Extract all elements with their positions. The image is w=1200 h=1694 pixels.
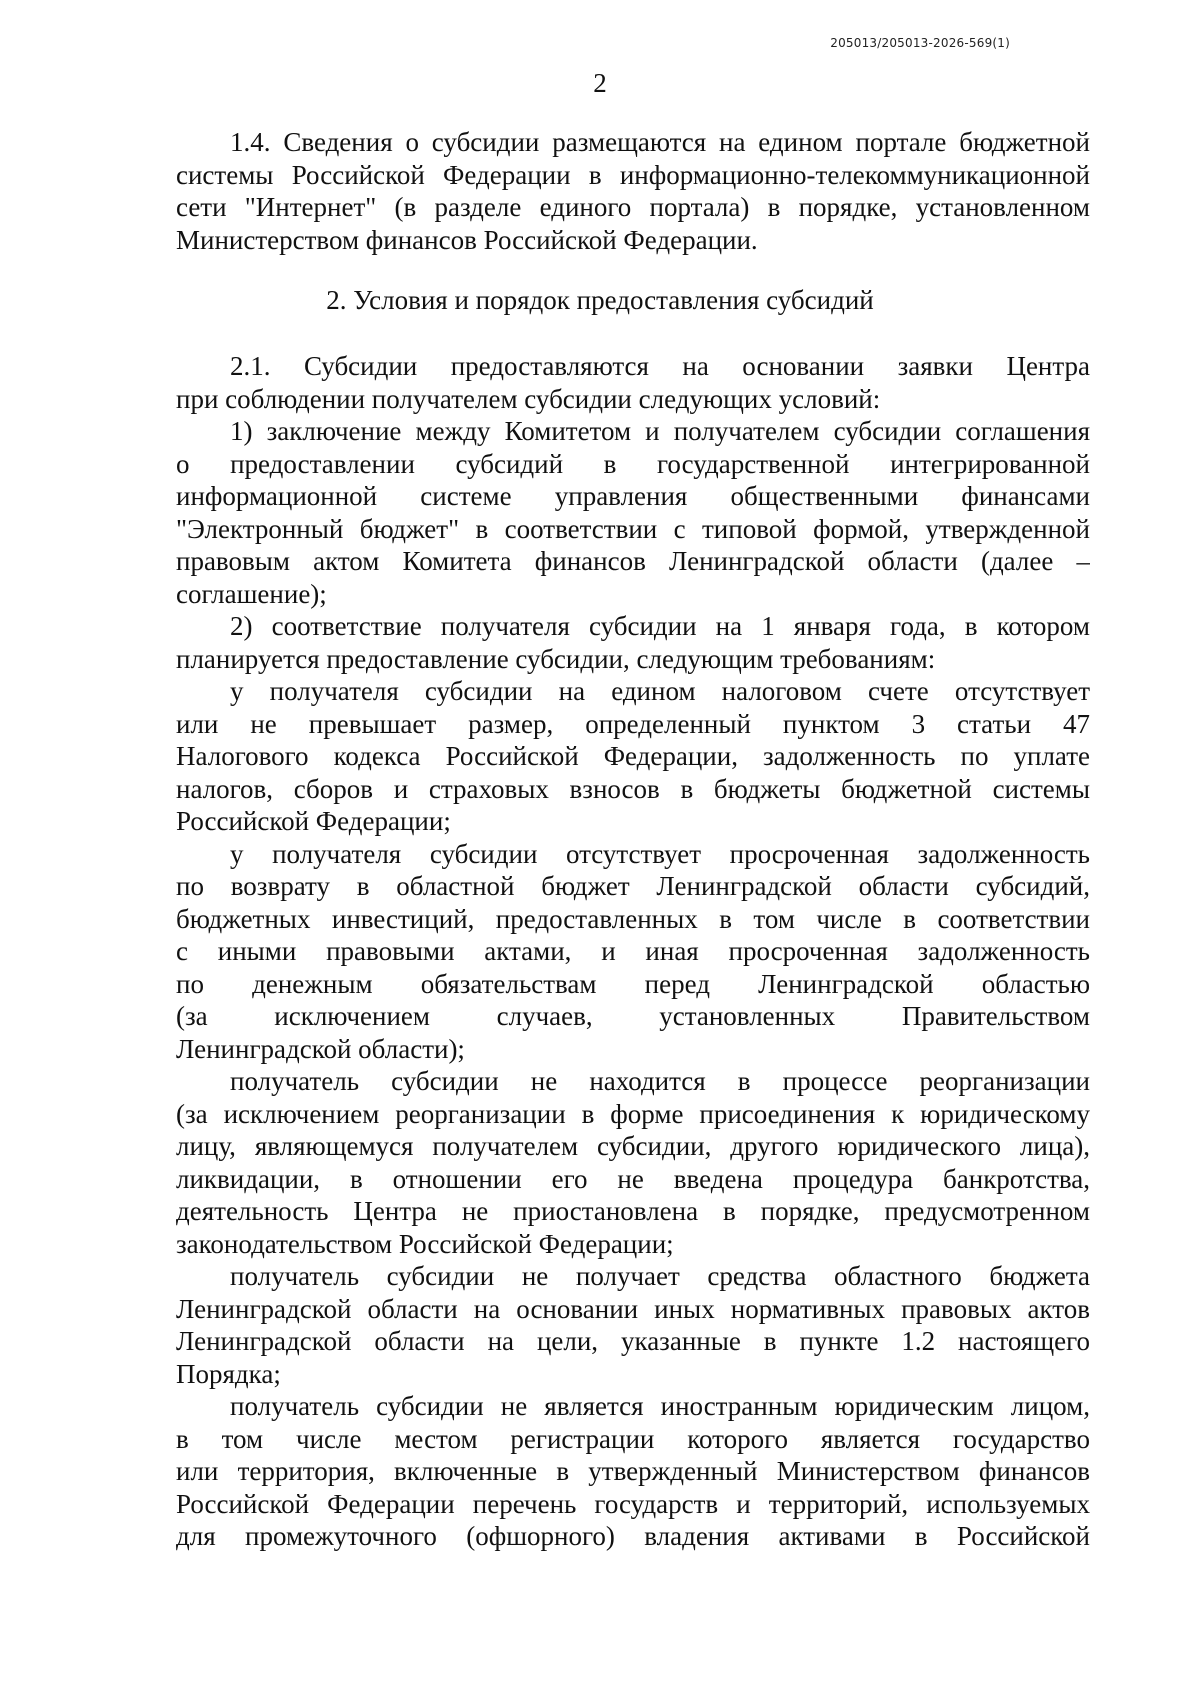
text-line: Ленинградской области на основании иных нормативных правовых актов (176, 1293, 1090, 1324)
text-line: 1) заключение между Комитетом и получателем субсидии соглашения (230, 416, 1090, 446)
text-line: 1.4. Сведения о субсидии размещаются на едином портале бюджетной (230, 127, 1090, 157)
text-line: получатель субсидии не находится в процессе реорганизации (230, 1066, 1090, 1096)
text-line: системы Российской Федерации в информационно-телекоммуникационной (176, 159, 1090, 190)
text-line: сети "Интернет" (в разделе единого портала) в порядке, установленном (176, 192, 1090, 222)
text-line: Порядка; (176, 1358, 281, 1389)
text-line: получатель субсидии не является иностранным юридическим лицом, (230, 1391, 1090, 1421)
text-line: у получателя субсидии на едином налоговом счете отсутствует (230, 676, 1090, 706)
text-line: 2.1. Субсидии предоставляются на основании заявки Центра (230, 351, 1090, 381)
text-line: Министерством финансов Российской Федерации. (176, 224, 758, 255)
section-heading: 2. Условия и порядок предоставления субсидий (326, 285, 874, 315)
text-line: правовым актом Комитета финансов Ленинградской области (далее – (176, 546, 1090, 576)
text-line: у получателя субсидии отсутствует просроченная задолженность (230, 838, 1090, 869)
text-line: Налогового кодекса Российской Федерации, задолженность по уплате (176, 741, 1090, 771)
text-line: в том числе местом регистрации которого является государство (176, 1423, 1090, 1454)
text-line: о предоставлении субсидий в государственной интегрированной (176, 448, 1090, 479)
text-line: лицу, являющемуся получателем субсидии, другого юридического лица), (176, 1131, 1090, 1161)
text-line: "Электронный бюджет" в соответствии с типовой формой, утвержденной (176, 513, 1090, 544)
text-line: (за исключением случаев, установленных Правительством (176, 1001, 1090, 1031)
text-line: ликвидации, в отношении его не введена процедура банкротства, (176, 1163, 1090, 1194)
document-id: 205013/205013-2026-569(1) (830, 36, 1010, 50)
text-line: 2) соответствие получателя субсидии на 1 января года, в котором (230, 611, 1090, 641)
text-line: планируется предоставление субсидии, следующим требованиям: (176, 643, 936, 674)
text-line: Российской Федерации; (176, 806, 451, 836)
text-line: получатель субсидии не получает средства областного бюджета (230, 1261, 1090, 1291)
text-line: или не превышает размер, определенный пунктом 3 статьи 47 (176, 708, 1090, 739)
text-line: при соблюдении получателем субсидии следующих условий: (176, 383, 881, 414)
page-number: 2 (593, 68, 607, 98)
text-line: Ленинградской области на цели, указанные в пункте 1.2 настоящего (176, 1326, 1090, 1356)
text-line: информационной системе управления общественными финансами (176, 481, 1090, 511)
text-line: деятельность Центра не приостановлена в порядке, предусмотренном (176, 1196, 1090, 1226)
text-line: по денежным обязательствам перед Ленинградской областью (176, 968, 1090, 999)
text-line: законодательством Российской Федерации; (176, 1228, 674, 1259)
text-line: бюджетных инвестиций, предоставленных в том числе в соответствии (176, 903, 1090, 934)
text-line: по возврату в областной бюджет Ленинградской области субсидий, (176, 871, 1090, 901)
text-line: налогов, сборов и страховых взносов в бюджеты бюджетной системы (176, 773, 1090, 804)
paragraph-1-4 (176, 126, 1090, 256)
text-line: Российской Федерации перечень государств и территорий, используемых (176, 1488, 1090, 1519)
text-line: Ленинградской области); (176, 1033, 465, 1064)
text-line: соглашение); (176, 578, 327, 609)
text-line: (за исключением реорганизации в форме присоединения к юридическому (176, 1098, 1090, 1129)
text-line: или территория, включенные в утвержденный Министерством финансов (176, 1456, 1090, 1486)
text-line: для промежуточного (офшорного) владения активами в Российской (176, 1521, 1090, 1551)
text-line: с иными правовыми актами, и иная просроченная задолженность (176, 936, 1090, 966)
section-2-body (176, 350, 1090, 1553)
